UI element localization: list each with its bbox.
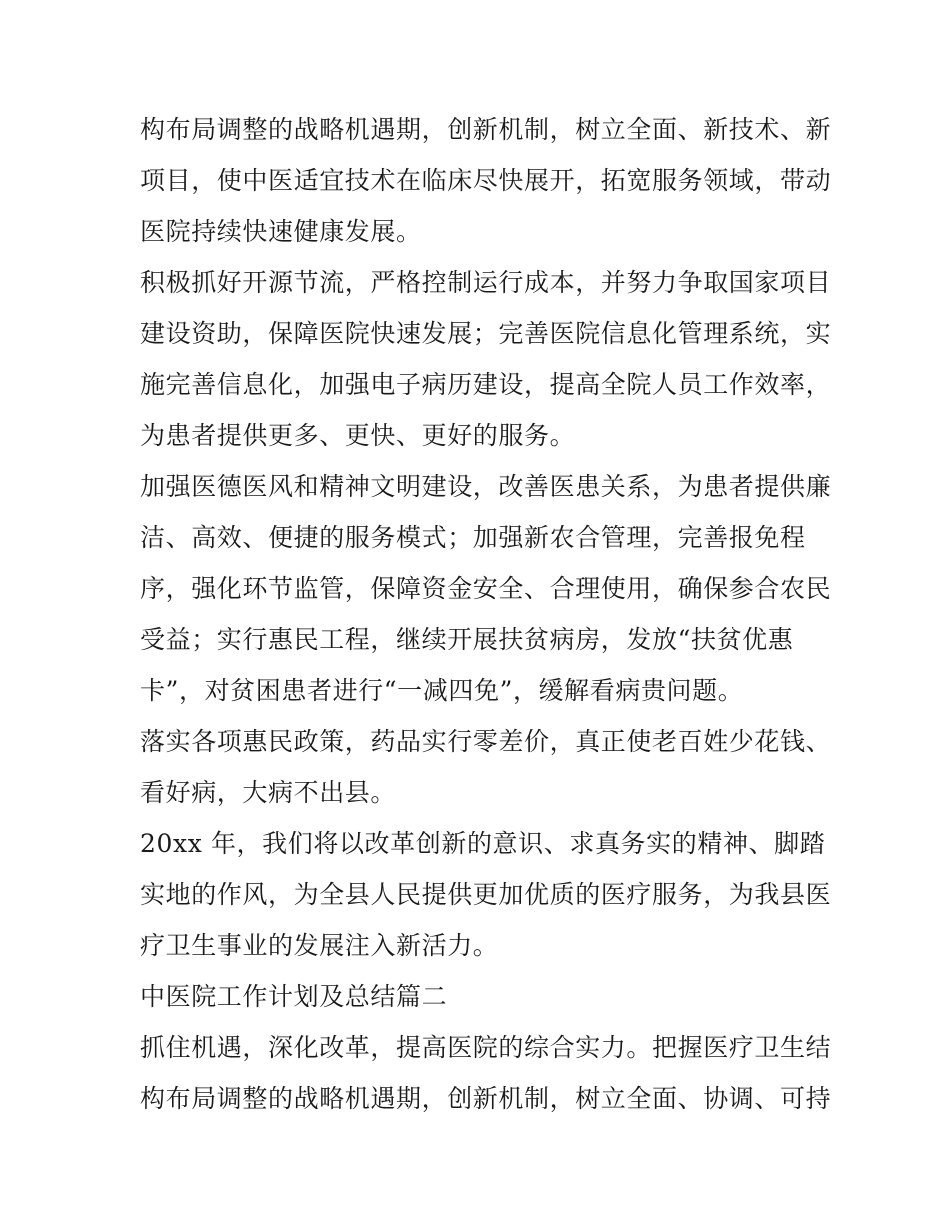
- text-line-2: 项目，使中医适宜技术在临床尽快展开，拓宽服务领域，带动: [140, 166, 832, 195]
- text-line-8: 加强医德医风和精神文明建设，改善医患关系，为患者提供廉: [140, 472, 832, 501]
- text-line-4: 积极抓好开源节流，严格控制运行成本，并努力争取国家项目: [140, 268, 832, 297]
- section-heading: 中医院工作计划及总结篇二: [140, 982, 448, 1011]
- text-line-5: 建设资助，保障医院快速发展；完善医院信息化管理系统，实: [140, 319, 832, 348]
- text-line-19: 抓住机遇，深化改革，提高医院的综合实力。把握医疗卫生结: [140, 1033, 832, 1062]
- text-line-12: 卡”，对贫困患者进行“一减四免”，缓解看病贵问题。: [140, 676, 744, 705]
- text-line-20: 构布局调整的战略机遇期，创新机制，树立全面、协调、可持: [140, 1084, 832, 1113]
- document-body: [140, 104, 832, 1124]
- text-line-1: 构布局调整的战略机遇期，创新机制，树立全面、新技术、新: [140, 115, 832, 144]
- text-line-13: 落实各项惠民政策，药品实行零差价，真正使老百姓少花钱、: [140, 727, 832, 756]
- text-line-16: 实地的作风，为全县人民提供更加优质的医疗服务，为我县医: [140, 880, 832, 909]
- text-line-11: 受益；实行惠民工程，继续开展扶贫病房，发放“扶贫优惠: [140, 625, 794, 654]
- text-line-9: 洁、高效、便捷的服务模式；加强新农合管理，完善报免程: [140, 523, 806, 552]
- text-line-17: 疗卫生事业的发展注入新活力。: [140, 931, 499, 960]
- text-line-7: 为患者提供更多、更快、更好的服务。: [140, 421, 576, 450]
- text-line-15: 20xx 年，我们将以改革创新的意识、求真务实的精神、脚踏: [140, 829, 826, 858]
- text-line-14: 看好病，大病不出县。: [140, 778, 397, 807]
- text-line-6: 施完善信息化，加强电子病历建设，提高全院人员工作效率，: [140, 370, 832, 399]
- text-line-3: 医院持续快速健康发展。: [140, 217, 422, 246]
- text-line-10: 序，强化环节监管，保障资金安全、合理使用，确保参合农民: [140, 574, 832, 603]
